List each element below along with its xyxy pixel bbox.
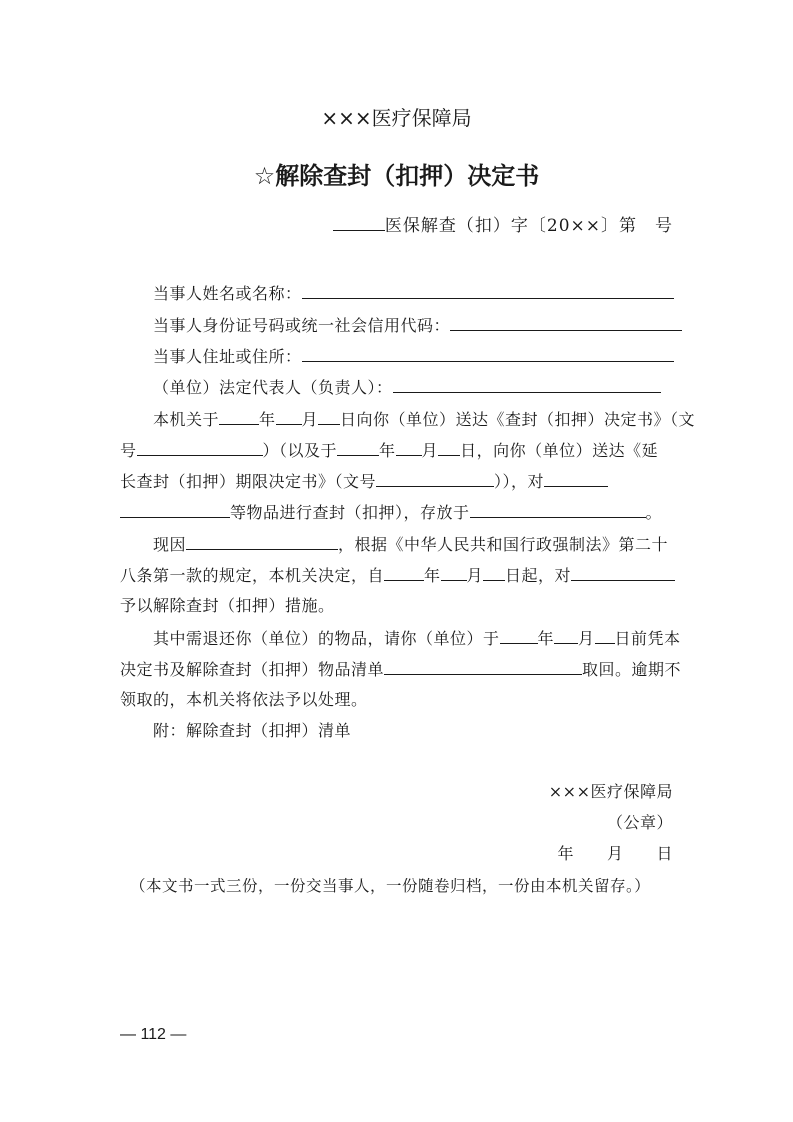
text: ）），对 bbox=[494, 472, 545, 491]
text: 本机关于 bbox=[153, 410, 220, 429]
doc-prefix-blank[interactable] bbox=[333, 215, 385, 231]
text: 日，向你（单位）送达《延 bbox=[460, 441, 659, 460]
agency-heading: ×××医疗保障局 bbox=[321, 106, 472, 130]
item-list-blank[interactable] bbox=[384, 659, 582, 675]
text: 现因 bbox=[153, 535, 187, 554]
doc-number-text: 医保解查（扣）字〔20××〕第 号 bbox=[384, 216, 673, 236]
text: 月 bbox=[421, 441, 439, 460]
paragraph-1-line-2 bbox=[120, 440, 658, 461]
text: 年 bbox=[379, 441, 396, 460]
paragraph-3-line-3 bbox=[120, 690, 368, 710]
date-month-blank[interactable] bbox=[396, 440, 422, 456]
text: 等物品进行查封（扣押），存放于 bbox=[230, 503, 470, 522]
attachment-line: 附：解除查封（扣押）清单 bbox=[153, 721, 352, 740]
storage-location-blank[interactable] bbox=[470, 502, 646, 518]
signature-agency: ×××医疗保障局 bbox=[548, 782, 673, 801]
party-address-blank[interactable] bbox=[302, 346, 674, 362]
text: 号 bbox=[120, 441, 137, 460]
date-day-blank[interactable] bbox=[595, 628, 615, 644]
text: 日起，对 bbox=[505, 566, 572, 585]
field-label: （单位）法定代表人（负责人）： bbox=[153, 378, 393, 397]
signature-seal: （公章） bbox=[606, 813, 673, 832]
text: 。 bbox=[645, 503, 663, 522]
text: 领取的，本机关将依法予以处理。 bbox=[120, 690, 368, 709]
date-day-blank[interactable] bbox=[438, 440, 460, 456]
paragraph-2-line-1 bbox=[153, 534, 668, 555]
text: 其中需退还你（单位）的物品，请你（单位）于 bbox=[153, 629, 500, 648]
date-year-blank[interactable] bbox=[500, 628, 538, 644]
text: 月 bbox=[578, 629, 595, 648]
paragraph-3-line-1 bbox=[153, 628, 681, 649]
text: 八条第一款的规定，本机关决定，自 bbox=[120, 566, 385, 585]
text: ）（以及于 bbox=[262, 441, 338, 460]
date-year-blank[interactable] bbox=[337, 440, 379, 456]
text: 取回。逾期不 bbox=[582, 660, 682, 679]
text: 年 bbox=[259, 410, 276, 429]
field-label: 当事人住址或住所： bbox=[153, 347, 302, 366]
items-blank[interactable] bbox=[120, 502, 230, 518]
text: 月 bbox=[301, 410, 319, 429]
items-blank[interactable] bbox=[544, 471, 608, 487]
date-day-blank[interactable] bbox=[483, 565, 505, 581]
date-year-blank[interactable] bbox=[384, 565, 424, 581]
paragraph-3-line-2 bbox=[120, 659, 681, 680]
paragraph-2-line-2 bbox=[120, 565, 675, 586]
date-year-blank[interactable] bbox=[219, 409, 259, 425]
field-label: 当事人身份证号码或统一社会信用代码： bbox=[153, 316, 451, 335]
extension-doc-number-blank[interactable] bbox=[376, 471, 494, 487]
date-month-blank[interactable] bbox=[441, 565, 467, 581]
party-name-blank[interactable] bbox=[302, 283, 674, 299]
text: 予以解除查封（扣押）措施。 bbox=[120, 596, 335, 615]
party-id-blank[interactable] bbox=[450, 315, 682, 331]
footnote: （本文书一式三份，一份交当事人，一份随卷归档，一份由本机关留存。） bbox=[130, 877, 651, 895]
text: 长查封（扣押）期限决定书》（文号 bbox=[120, 472, 377, 491]
text: 年 bbox=[537, 629, 555, 648]
page-number: — 112 — bbox=[120, 1026, 187, 1043]
field-party-id bbox=[153, 315, 682, 336]
doc-number-blank[interactable] bbox=[137, 440, 263, 456]
signature-date: 年 月 日 bbox=[557, 844, 673, 863]
date-month-blank[interactable] bbox=[554, 628, 578, 644]
date-month-blank[interactable] bbox=[276, 409, 302, 425]
date-day-blank[interactable] bbox=[318, 409, 340, 425]
document-number bbox=[333, 215, 673, 237]
text: 日向你（单位）送达《查封（扣押）决定书》（文 bbox=[340, 410, 696, 429]
text: ，根据《中华人民共和国行政强制法》第二十 bbox=[338, 535, 669, 554]
paragraph-1-line-4 bbox=[120, 502, 662, 523]
text: 月 bbox=[466, 566, 484, 585]
text: 决定书及解除查封（扣押）物品清单 bbox=[120, 660, 385, 679]
paragraph-1-line-1 bbox=[153, 409, 695, 430]
text: 年 bbox=[424, 566, 441, 585]
reason-blank[interactable] bbox=[186, 534, 338, 550]
field-label: 当事人姓名或名称： bbox=[153, 284, 302, 303]
paragraph-1-line-3 bbox=[120, 471, 608, 492]
text: 日前凭本 bbox=[614, 629, 681, 648]
field-party-name bbox=[153, 283, 674, 304]
legal-rep-blank[interactable] bbox=[393, 377, 661, 393]
field-party-address bbox=[153, 346, 674, 367]
document-title: ☆解除查封（扣押）决定书 bbox=[253, 162, 540, 190]
items-blank[interactable] bbox=[571, 565, 675, 581]
field-legal-rep bbox=[153, 377, 661, 398]
paragraph-2-line-3 bbox=[120, 596, 335, 616]
